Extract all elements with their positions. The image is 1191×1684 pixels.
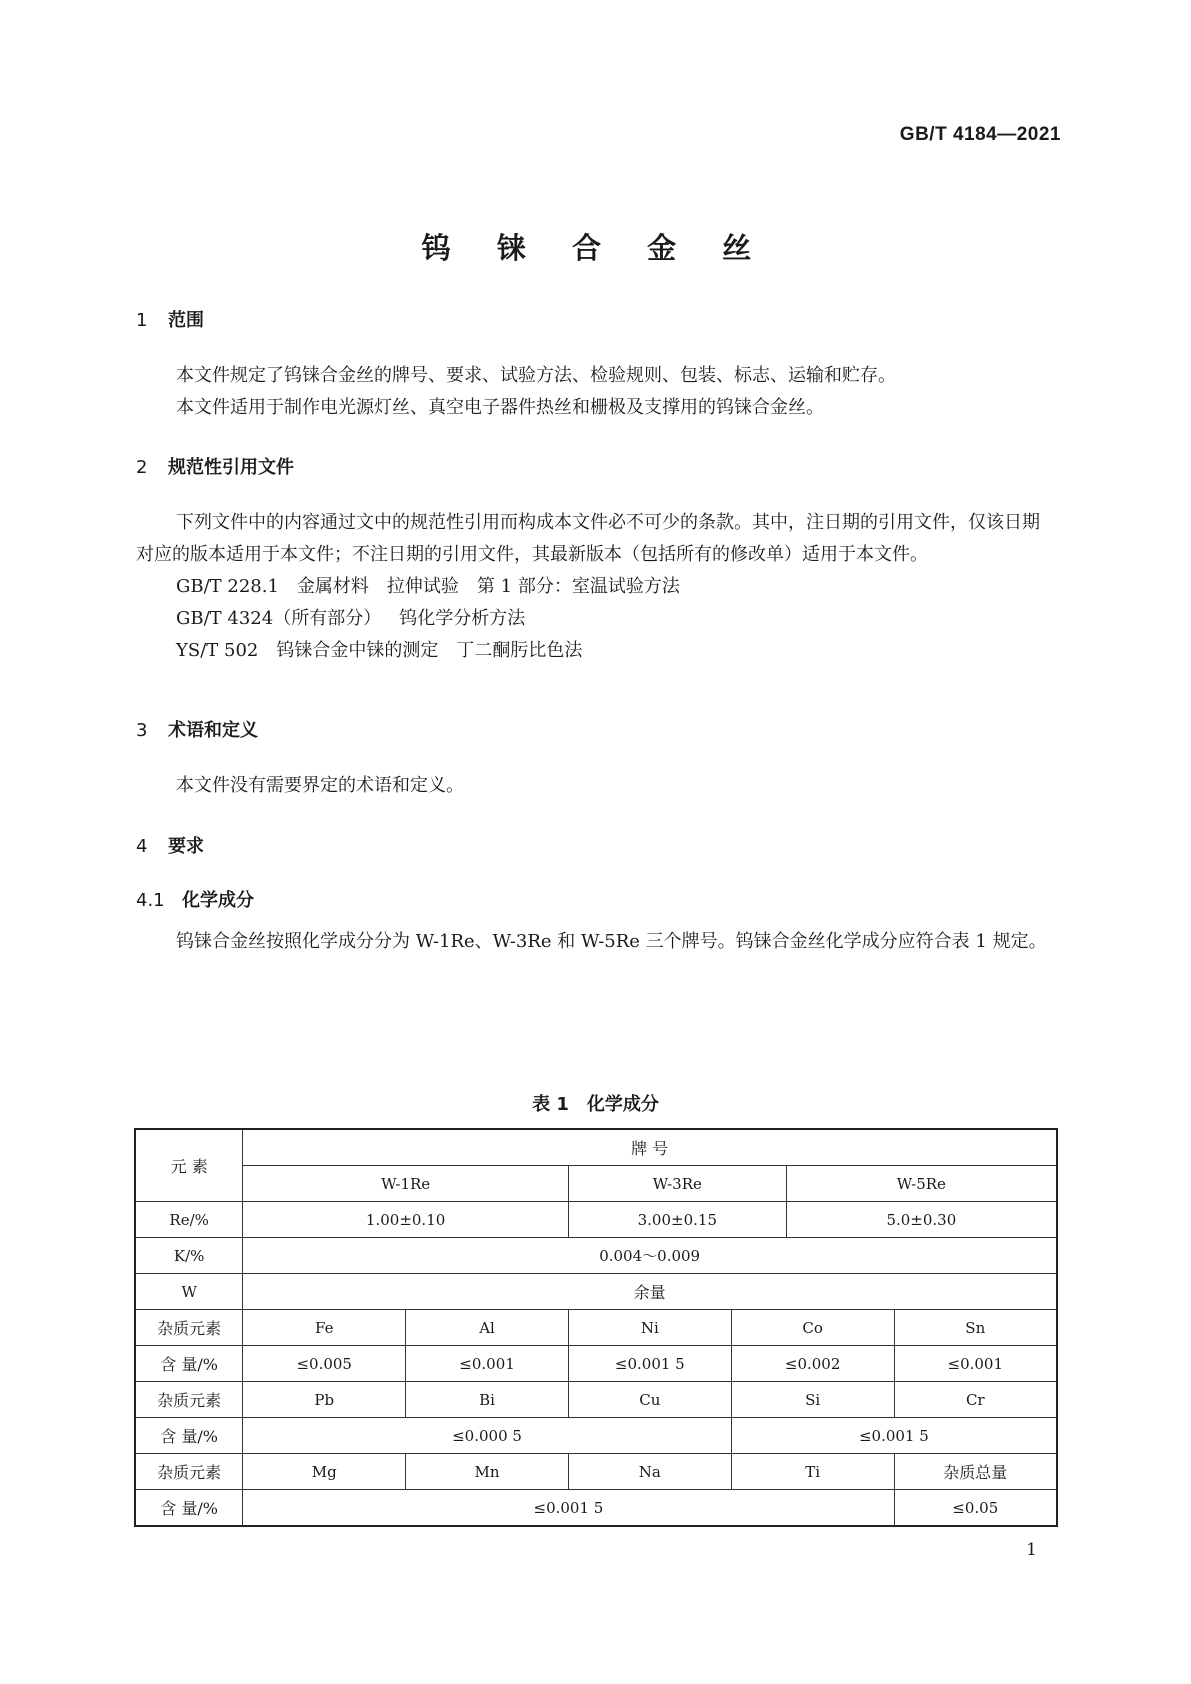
reference-item <box>136 635 1056 667</box>
standard-code: GB/T 4184—2021 <box>899 124 1061 145</box>
value-cell: ≤0.000 5 <box>243 1418 731 1454</box>
reference-item <box>136 571 1056 603</box>
section-1-body <box>136 360 1056 424</box>
row-label: 杂质元素 <box>135 1454 243 1490</box>
element-cell: Ni <box>568 1310 731 1346</box>
table-row <box>135 1346 1057 1382</box>
element-cell: Cu <box>568 1382 731 1418</box>
section-title: 要求 <box>168 836 204 857</box>
value-cell: ≤0.001 5 <box>568 1346 731 1382</box>
page-number: 1 <box>1026 1540 1037 1560</box>
value-cell: ≤0.002 <box>731 1346 894 1382</box>
value-cell: 5.0±0.30 <box>786 1202 1057 1238</box>
table-row <box>135 1310 1057 1346</box>
value-cell: 1.00±0.10 <box>243 1202 569 1238</box>
row-label: Re/% <box>135 1202 243 1238</box>
table-row <box>135 1382 1057 1418</box>
element-cell: Ti <box>731 1454 894 1490</box>
element-cell: Mn <box>406 1454 569 1490</box>
value-cell: ≤0.001 5 <box>731 1418 1057 1454</box>
paragraph: 下列文件中的内容通过文中的规范性引用而构成本文件必不可少的条款。其中，注日期的引用文件，仅该日期对应的版本适用于本文件；不注日期的引用文件，其最新版本（包括所有的修改单）适用于本文件。 <box>136 512 1040 565</box>
element-cell: Al <box>406 1310 569 1346</box>
grade-cell: W-5Re <box>786 1166 1057 1202</box>
element-cell: Fe <box>243 1310 406 1346</box>
reference-title: 钨铼合金中铼的测定 丁二酮肟比色法 <box>276 640 583 661</box>
value-cell: ≤0.05 <box>894 1490 1057 1527</box>
value-cell: ≤0.001 <box>406 1346 569 1382</box>
grade-cell: W-3Re <box>568 1166 786 1202</box>
grade-cell: W-1Re <box>243 1166 569 1202</box>
section-3-body <box>136 770 1056 802</box>
section-title: 规范性引用文件 <box>168 457 294 478</box>
section-2-body <box>136 507 1056 667</box>
element-cell: Co <box>731 1310 894 1346</box>
row-label: 含 量/% <box>135 1490 243 1527</box>
table-row <box>135 1238 1057 1274</box>
element-header: 元 素 <box>135 1129 243 1202</box>
table-caption <box>0 1090 1191 1116</box>
table-row <box>135 1418 1057 1454</box>
reference-code: GB/T 228.1 <box>176 576 279 597</box>
section-title: 化学成分 <box>182 890 254 911</box>
reference-code: YS/T 502 <box>176 640 259 661</box>
paragraph: 钨铼合金丝按照化学成分分为 W-1Re、W-3Re 和 W-5Re 三个牌号。钨铼合金丝化学成分应符合表 1 规定。 <box>176 931 1047 952</box>
section-number: 2 <box>136 457 148 478</box>
value-cell: 0.004～0.009 <box>243 1238 1057 1274</box>
table-title: 化学成分 <box>586 1094 659 1115</box>
element-cell: Cr <box>894 1382 1057 1418</box>
section-title: 范围 <box>168 310 204 331</box>
row-label: 含 量/% <box>135 1346 243 1382</box>
row-label: W <box>135 1274 243 1310</box>
grade-header: 牌 号 <box>243 1129 1057 1166</box>
section-number: 1 <box>136 310 148 331</box>
section-2-heading <box>136 453 294 479</box>
table-row <box>135 1202 1057 1238</box>
element-cell: Si <box>731 1382 894 1418</box>
value-cell: 余量 <box>243 1274 1057 1310</box>
section-1-heading <box>136 306 204 332</box>
row-label: 含 量/% <box>135 1418 243 1454</box>
section-number: 3 <box>136 720 148 741</box>
reference-title: 金属材料 拉伸试验 第 1 部分：室温试验方法 <box>296 576 680 597</box>
paragraph: 本文件规定了钨铼合金丝的牌号、要求、试验方法、检验规则、包装、标志、运输和贮存。 <box>176 365 896 386</box>
row-label: K/% <box>135 1238 243 1274</box>
reference-title: 钨化学分析方法 <box>399 608 526 629</box>
table-row <box>135 1166 1057 1202</box>
section-title: 术语和定义 <box>168 720 258 741</box>
section-4-heading <box>136 832 204 858</box>
paragraph: 本文件没有需要界定的术语和定义。 <box>176 775 464 796</box>
section-4-1-body <box>136 926 1056 958</box>
table-row <box>135 1129 1057 1166</box>
reference-item <box>136 603 1056 635</box>
section-number: 4.1 <box>136 890 165 911</box>
chemical-composition-table <box>134 1128 1058 1527</box>
element-cell: Pb <box>243 1382 406 1418</box>
element-cell: Bi <box>406 1382 569 1418</box>
table-row <box>135 1274 1057 1310</box>
paragraph: 本文件适用于制作电光源灯丝、真空电子器件热丝和栅极及支撑用的钨铼合金丝。 <box>176 397 824 418</box>
value-cell: 3.00±0.15 <box>568 1202 786 1238</box>
element-cell: Na <box>568 1454 731 1490</box>
document-title: 钨 铼 合 金 丝 <box>421 231 770 265</box>
section-3-heading <box>136 716 258 742</box>
value-cell: ≤0.001 5 <box>243 1490 894 1527</box>
table-number: 表 1 <box>532 1094 569 1115</box>
table-row <box>135 1454 1057 1490</box>
value-cell: ≤0.001 <box>894 1346 1057 1382</box>
table-row <box>135 1490 1057 1527</box>
row-label: 杂质元素 <box>135 1310 243 1346</box>
row-label: 杂质元素 <box>135 1382 243 1418</box>
element-cell: 杂质总量 <box>894 1454 1057 1490</box>
reference-code: GB/T 4324（所有部分） <box>176 608 382 629</box>
value-cell: ≤0.005 <box>243 1346 406 1382</box>
section-number: 4 <box>136 836 148 857</box>
element-cell: Mg <box>243 1454 406 1490</box>
element-cell: Sn <box>894 1310 1057 1346</box>
section-4-1-heading <box>136 886 254 912</box>
